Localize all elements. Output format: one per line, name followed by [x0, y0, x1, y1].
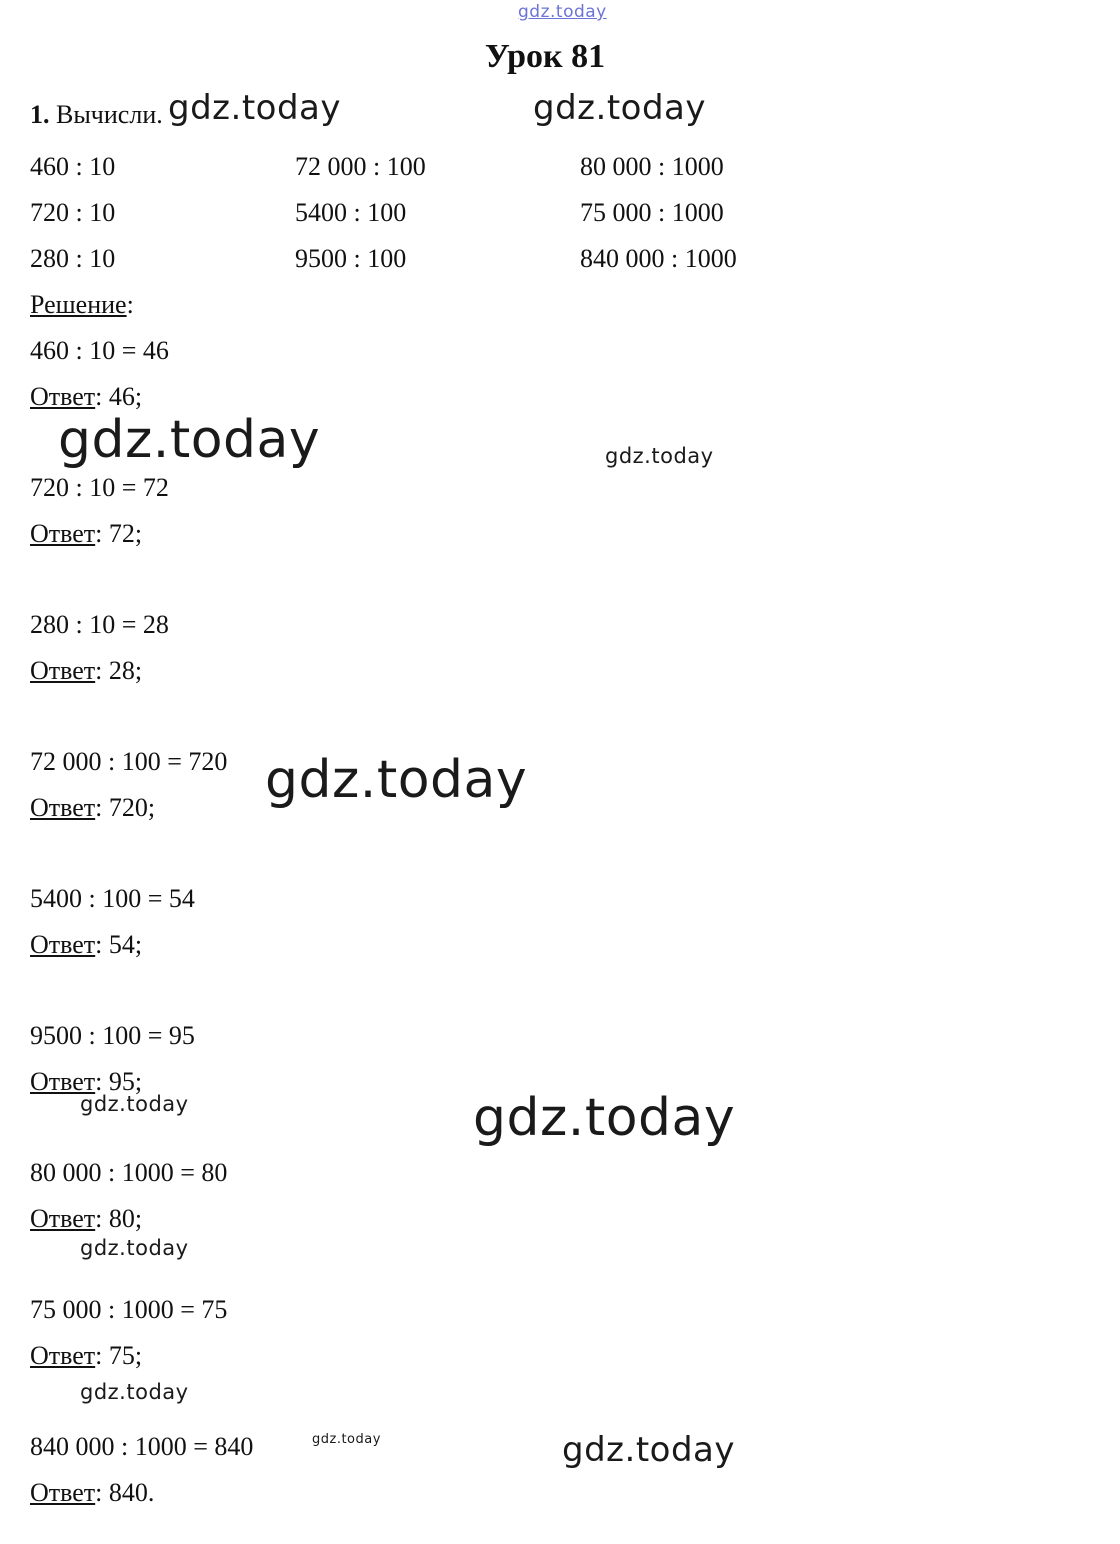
solution-expression: 9500 : 100 = 95 — [30, 1021, 195, 1050]
watermark: gdz.today — [168, 88, 341, 128]
exercise-cell: 5400 : 100 — [295, 198, 407, 227]
answer-line — [30, 656, 142, 686]
solution-label: Решение — [30, 290, 127, 319]
watermark: gdz.today — [312, 1432, 381, 1447]
solution-expression: 5400 : 100 = 54 — [30, 884, 195, 913]
answer-label: Ответ — [30, 382, 96, 411]
watermark: gdz.today — [533, 88, 706, 128]
task-heading — [30, 100, 163, 130]
watermark-top: gdz.today — [518, 2, 607, 22]
exercise-cell: 840 000 : 1000 — [580, 244, 737, 273]
answer-value: : 28; — [95, 656, 143, 685]
answer-label: Ответ — [30, 1341, 96, 1370]
exercise-cell: 9500 : 100 — [295, 244, 407, 273]
watermark: gdz.today — [80, 1092, 189, 1116]
answer-value: : 80; — [95, 1204, 143, 1233]
solution-expression: 840 000 : 1000 = 840 — [30, 1432, 254, 1461]
task-text: Вычисли. — [56, 100, 163, 129]
answer-value: : 720; — [95, 793, 156, 822]
answer-value: : 54; — [95, 930, 143, 959]
answer-label: Ответ — [30, 519, 96, 548]
watermark: gdz.today — [605, 444, 714, 468]
watermark: gdz.today — [58, 410, 321, 470]
page-title: Урок 81 — [484, 38, 606, 75]
answer-line — [30, 382, 142, 412]
solution-expression: 280 : 10 = 28 — [30, 610, 169, 639]
answer-value: : 46; — [95, 382, 143, 411]
answer-line — [30, 930, 142, 960]
answer-label: Ответ — [30, 1204, 96, 1233]
answer-line — [30, 1204, 142, 1234]
answer-value: : 72; — [95, 519, 143, 548]
watermark: gdz.today — [473, 1088, 736, 1148]
answer-line — [30, 519, 142, 549]
exercise-cell: 75 000 : 1000 — [580, 198, 724, 227]
watermark: gdz.today — [80, 1380, 189, 1404]
exercise-cell: 72 000 : 100 — [295, 152, 426, 181]
solution-expression: 80 000 : 1000 = 80 — [30, 1158, 228, 1187]
answer-label: Ответ — [30, 930, 96, 959]
answer-line — [30, 793, 155, 823]
exercise-cell: 80 000 : 1000 — [580, 152, 724, 181]
answer-value: : 75; — [95, 1341, 143, 1370]
solution-expression: 75 000 : 1000 = 75 — [30, 1295, 228, 1324]
answer-label: Ответ — [30, 1067, 96, 1096]
solution-heading: Решение: — [30, 290, 134, 319]
watermark: gdz.today — [265, 750, 528, 810]
exercise-cell: 280 : 10 — [30, 244, 116, 273]
task-number: 1. — [30, 100, 50, 129]
answer-label: Ответ — [30, 656, 96, 685]
watermark: gdz.today — [80, 1236, 189, 1260]
solution-expression: 720 : 10 = 72 — [30, 473, 169, 502]
answer-line — [30, 1341, 142, 1371]
answer-value: : 95; — [95, 1067, 143, 1096]
watermark: gdz.today — [562, 1430, 735, 1470]
answer-label: Ответ — [30, 1478, 96, 1507]
answer-value: : 840. — [95, 1478, 155, 1507]
answer-label: Ответ — [30, 793, 96, 822]
exercise-cell: 460 : 10 — [30, 152, 116, 181]
solution-expression: 460 : 10 = 46 — [30, 336, 169, 365]
solution-expression: 72 000 : 100 = 720 — [30, 747, 228, 776]
answer-line — [30, 1478, 154, 1508]
exercise-cell: 720 : 10 — [30, 198, 116, 227]
